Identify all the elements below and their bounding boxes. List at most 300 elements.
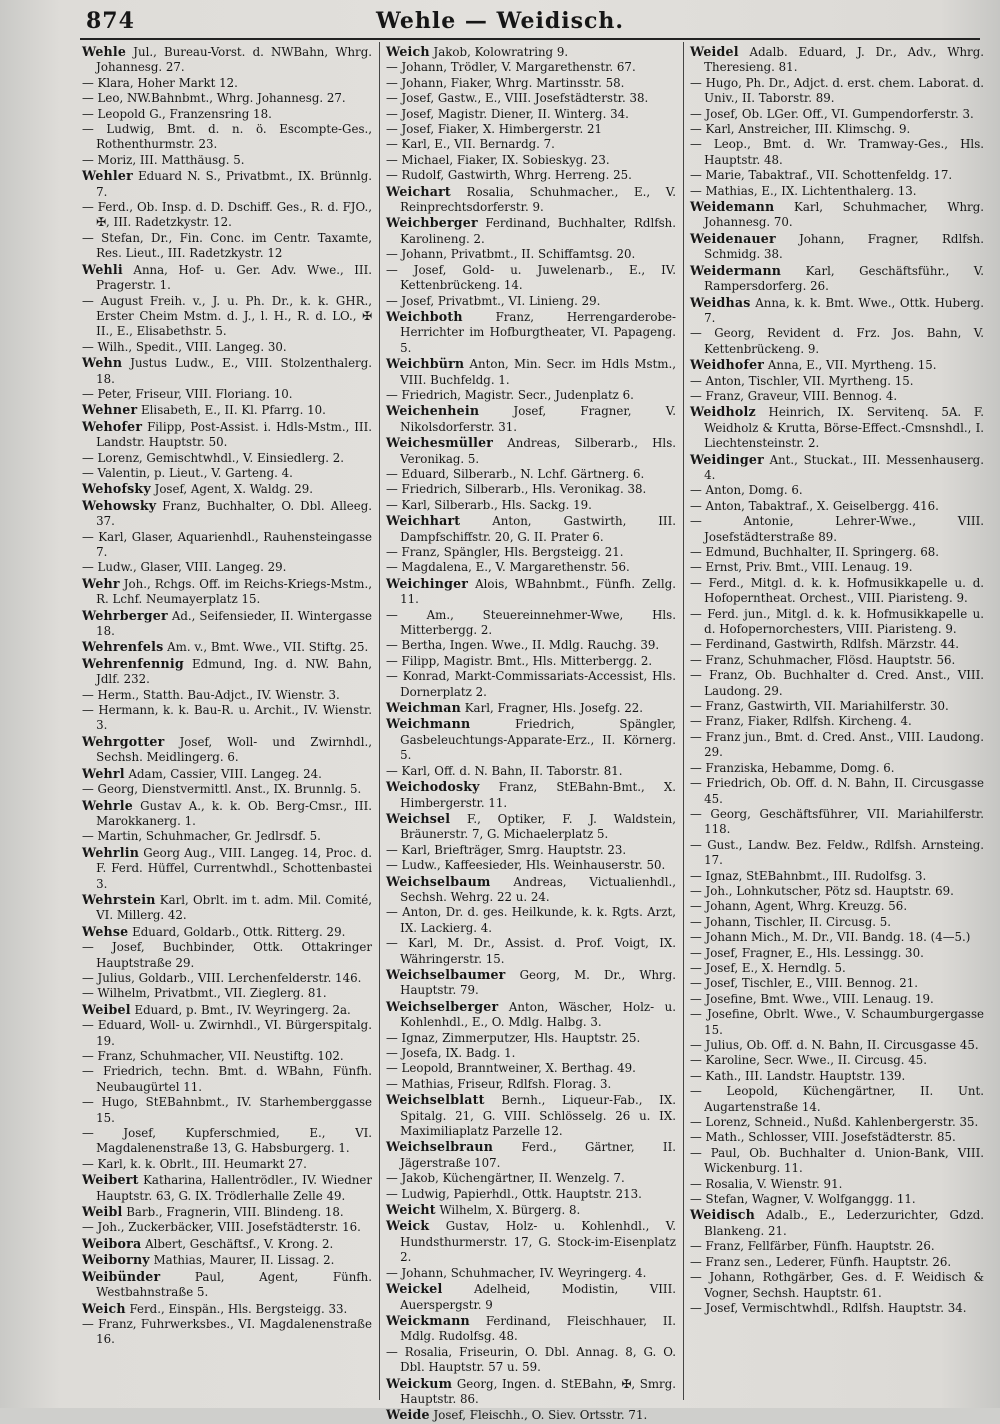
entry-text: — Marie, Tabaktraf., VII. Schottenfeldg. 17. (690, 168, 953, 183)
entry-surname: Weichboth (386, 308, 463, 324)
directory-entry (82, 1204, 372, 1220)
entry-surname: Weichberger (386, 215, 478, 231)
entry-text: Ferd., Gärtner, II. Jägerstraße 107. (400, 1140, 676, 1170)
entry-text: — Michael, Fiaker, IX. Sobieskyg. 23. (386, 152, 610, 167)
directory-entry (386, 247, 676, 262)
directory-entry (82, 940, 372, 971)
directory-entry (690, 930, 984, 945)
entry-surname: Wehler (82, 168, 133, 184)
entry-surname: Weibert (82, 1172, 139, 1188)
directory-entry (386, 1281, 676, 1313)
entry-text: — Johann, Fiaker, Whrg. Martinsstr. 58. (386, 75, 625, 90)
directory-entry (690, 499, 984, 514)
directory-entry (386, 1218, 676, 1265)
directory-entry (82, 798, 372, 830)
entry-text: — Friedrich, Magistr. Secr., Judenplatz 6. (386, 387, 634, 402)
entry-surname: Weibl (82, 1204, 123, 1220)
entry-surname: Wehrle (82, 797, 133, 813)
entry-surname: Wehr (82, 575, 120, 591)
directory-entry (690, 389, 984, 404)
directory-entry (386, 1266, 676, 1281)
entry-text: Ferd., Einspän., Hls. Bergsteigg. 33. (125, 1301, 348, 1316)
entry-text: — Ludw., Kaffeesieder, Hls. Weinhauserstr. 50. (386, 858, 666, 873)
entry-text: Eduard, Goldarb., Ottk. Ritterg. 29. (128, 924, 346, 939)
entry-text: Barb., Fragnerin, VIII. Blindeng. 18. (122, 1205, 344, 1220)
entry-surname: Weichselbaum (386, 873, 491, 889)
directory-entry (386, 1313, 676, 1345)
entry-text: Karl, Geschäftsführ., V. Rampersdorferg. 26. (704, 263, 984, 294)
entry-surname: Wehrgotter (82, 733, 165, 749)
directory-entry (82, 560, 372, 575)
directory-entry (386, 905, 676, 936)
directory-entry (82, 639, 372, 655)
entry-text: — Ludwig, Bmt. d. n. ö. Escompte-Ges., Rothenthurmstr. 23. (82, 122, 372, 152)
directory-entry (82, 576, 372, 608)
directory-entry (82, 924, 372, 940)
entry-text: — Johann, Trödler, V. Margarethenstr. 67. (386, 60, 636, 75)
entry-text: Joh., Rchgs. Off. im Reichs-Kriegs-Mstm., R. Lchf. Neumayerplatz 15. (96, 576, 372, 607)
directory-entry (386, 513, 676, 545)
entry-surname: Weidhofer (690, 357, 765, 373)
entry-text: — Josef, Buchbinder, Ottk. Ottakringer Hauptstraße 29. (82, 940, 372, 970)
directory-entry (690, 915, 984, 930)
entry-surname: Weichselbaumer (386, 966, 506, 982)
directory-entry (690, 838, 984, 869)
directory-entry (386, 811, 676, 843)
directory-entry (82, 419, 372, 451)
entry-text: Gustav A., k. k. Ob. Berg-Cmsr., III. Marokkanerg. 1. (96, 798, 372, 828)
entry-surname: Wehrstein (82, 891, 156, 907)
entry-text: — Klara, Hoher Markt 12. (82, 75, 238, 90)
directory-entry (82, 986, 372, 1001)
directory-entry (386, 294, 676, 309)
entry-surname: Weibora (82, 1235, 142, 1251)
entry-text: — Johann, Schuhmacher, IV. Weyringerg. 4. (386, 1265, 647, 1280)
entry-text: — Gust., Landw. Bez. Feldw., Rdlfsh. Arnsteing. 17. (690, 837, 984, 868)
entry-surname: Weide (386, 1407, 430, 1423)
entry-text: Eduard, p. Bmt., IV. Weyringerg. 2a. (130, 1002, 351, 1017)
directory-entry (386, 638, 676, 653)
entry-text: — Stefan, Wagner, V. Wolfganggg. 11. (690, 1192, 916, 1207)
entry-text: Andreas, Silberarb., Hls. Veronikag. 5. (400, 436, 676, 466)
directory-entry (386, 700, 676, 716)
directory-entry (690, 199, 984, 231)
directory-entry (386, 482, 676, 497)
directory-entry (386, 1345, 676, 1376)
entry-text: — Franz sen., Lederer, Fünfh. Hauptstr. 26. (690, 1254, 952, 1269)
entry-text: — Ferd., Mitgl. d. k. k. Hofmusikkapelle u. d. Hofoperntheat. Orchest., VIII. Piaristeng. 9. (690, 575, 984, 606)
entry-surname: Weich (82, 1300, 126, 1316)
directory-entry (690, 761, 984, 776)
entry-text: Anton, Wäscher, Holz- u. Kohlenhdl., E., O. Mdlg. Halbg. 3. (400, 999, 676, 1030)
entry-text: — Anton, Domg. 6. (690, 483, 803, 498)
directory-entry (82, 688, 372, 703)
directory-entry (690, 1115, 984, 1130)
directory-entry (82, 1269, 372, 1301)
entry-text: — Johann Mich., M. Dr., VII. Bandg. 18. (4—5.) (690, 930, 971, 945)
directory-entry (690, 1053, 984, 1068)
entry-text: — Josef, Magistr. Diener, II. Winterg. 34. (386, 106, 629, 121)
entry-text: — Georg, Revident d. Frz. Jos. Bahn, V. Kettenbrückeng. 9. (690, 326, 984, 356)
entry-text: Justus Ludw., E., VIII. Stolzenthalerg. 18. (96, 356, 372, 386)
directory-entry (82, 1064, 372, 1095)
entry-text: — Lorenz, Schneid., Nußd. Kahlenbergerstr. 35. (690, 1115, 979, 1130)
directory-entry (690, 1146, 984, 1177)
entry-text: — Franz, Fuhrwerksbes., VI. Magdalenenstraße 16. (82, 1316, 372, 1347)
directory-entry (690, 184, 984, 199)
directory-entry (690, 1007, 984, 1038)
entry-text: — Josefa, IX. Badg. 1. (386, 1046, 516, 1060)
entry-text: — Moriz, III. Matthäusg. 5. (82, 152, 245, 167)
entry-text: — Karl, Off. d. N. Bahn, II. Taborstr. 81. (386, 763, 623, 778)
directory-entry (82, 845, 372, 892)
entry-text: — Karoline, Secr. Wwe., II. Circusg. 45. (690, 1053, 928, 1068)
directory-entry (82, 76, 372, 91)
directory-entry (82, 44, 372, 76)
entry-surname: Wehrenfels (82, 639, 164, 655)
directory-entry (386, 137, 676, 152)
directory-entry (690, 295, 984, 327)
entry-text: Ant., Stuckat., III. Messenhauserg. 4. (704, 452, 984, 482)
entry-text: Karl, Schuhmacher, Whrg. Johannesg. 70. (704, 200, 984, 230)
entry-surname: Weichmann (386, 716, 471, 732)
entry-column-1 (82, 44, 372, 1396)
directory-entry (82, 971, 372, 986)
entry-surname: Wehse (82, 923, 129, 939)
entry-text: Johann, Fragner, Rdlfsh. Schmidg. 38. (704, 231, 984, 262)
entry-text: — Georg, Dienstvermittl. Anst., IX. Brunnlg. 5. (82, 782, 362, 797)
entry-text: — Hermann, k. k. Bau-R. u. Archit., IV. Wienstr. 3. (82, 703, 372, 733)
directory-entry (690, 946, 984, 961)
directory-entry (690, 1038, 984, 1053)
directory-entry (82, 1049, 372, 1064)
directory-entry (82, 1095, 372, 1126)
entry-surname: Weidholz (690, 404, 756, 420)
directory-entry (386, 843, 676, 858)
entry-surname: Weidhas (690, 294, 751, 310)
entry-text: — Leo, NW.Bahnbmt., Whrg. Johannesg. 27. (82, 91, 346, 106)
directory-entry (690, 514, 984, 545)
directory-entry (82, 231, 372, 262)
entry-text: — Josef, Kupferschmied, E., VI. Magdalenenstraße 13, G. Habsburgerg. 1. (82, 1126, 372, 1156)
entry-text: Karl, Obrlt. im t. adm. Mil. Comité, VI. Millerg. 42. (96, 892, 372, 923)
directory-entry (690, 884, 984, 899)
entry-text: Josef, Woll- und Zwirnhdl., Sechsh. Meidlingerg. 6. (96, 734, 372, 765)
directory-entry (82, 355, 372, 387)
directory-entry (386, 1202, 676, 1218)
directory-entry (82, 1126, 372, 1157)
entry-column-2 (386, 44, 676, 1423)
entry-text: Anna, Hof- u. Ger. Adv. Wwe., III. Pragerstr. 1. (96, 262, 372, 293)
entry-text: — Ferdinand, Gastwirth, Rdlfsh. Märzstr. 44. (690, 637, 960, 652)
entry-surname: Wehle (82, 44, 127, 59)
entry-surname: Wehrlin (82, 844, 140, 860)
entry-text: — Anton, Tabaktraf., X. Geiselbergg. 416. (690, 498, 939, 513)
entry-text: — Hugo, StEBahnbmt., IV. Starhemberggasse 15. (82, 1095, 372, 1125)
directory-entry (82, 1018, 372, 1049)
entry-text: F., Optiker, F. J. Waldstein, Bräunerstr. 7, G. Michaelerplatz 5. (400, 811, 676, 842)
entry-text: Anna, E., VII. Myrtheng. 15. (764, 358, 937, 373)
entry-text: Paul, Agent, Fünfh. Westbahnstraße 5. (96, 1269, 372, 1300)
directory-entry (82, 782, 372, 797)
directory-entry (386, 403, 676, 435)
entry-text: — Johann, Privatbmt., II. Schiffamtsg. 20. (386, 247, 636, 262)
directory-entry (82, 1220, 372, 1235)
directory-entry (690, 899, 984, 914)
entry-text: — Ferd., Ob. Insp. d. D. Dschiff. Ges., R. d. FJO., ✠, III. Radetzkystr. 12. (82, 200, 372, 230)
directory-entry (690, 653, 984, 668)
entry-surname: Wehofsky (82, 481, 151, 497)
entry-text: — Leopold, Küchengärtner, II. Unt. Augartenstraße 14. (690, 1084, 984, 1114)
directory-entry (690, 263, 984, 295)
entry-surname: Weickum (386, 1375, 453, 1391)
directory-entry (690, 637, 984, 652)
entry-surname: Weichselblatt (386, 1092, 485, 1108)
directory-entry (690, 1270, 984, 1301)
directory-entry (386, 608, 676, 639)
entry-text: — Rosalia, V. Wienstr. 91. (690, 1176, 843, 1191)
directory-entry (690, 107, 984, 122)
directory-entry (82, 1157, 372, 1172)
entry-text: Franz, StEBahn-Bmt., X. Himbergerstr. 11. (400, 780, 676, 810)
entry-text: — Karl, Glaser, Aquarienhdl., Rauhensteingasse 7. (82, 529, 372, 559)
entry-text: — Karl, M. Dr., Assist. d. Prof. Voigt, IX. Währingerstr. 15. (386, 936, 676, 966)
directory-entry (82, 200, 372, 231)
entry-text: Anna, k. k. Bmt. Wwe., Ottk. Huberg. 7. (704, 295, 984, 325)
directory-entry (82, 153, 372, 168)
entry-surname: Wehli (82, 261, 123, 277)
entry-surname: Weickel (386, 1281, 443, 1297)
entry-text: Eduard N. S., Privatbmt., IX. Brünnlg. 7. (96, 169, 372, 199)
entry-text: Jul., Bureau-Vorst. d. NWBahn, Whrg. Johannesg. 27. (96, 45, 372, 75)
entry-surname: Weick (386, 1218, 430, 1234)
entry-text: — Johann, Tischler, II. Circusg. 5. (690, 914, 892, 929)
entry-text: — Anton, Dr. d. ges. Heilkunde, k. k. Rgts. Arzt, IX. Lackierg. 4. (386, 905, 676, 935)
entry-text: Franz, Herrengarderobe-Herrichter im Hofburgtheater, VI. Papageng. 5. (400, 309, 676, 355)
directory-entry (690, 976, 984, 991)
entry-text: Ad., Seifensieder, II. Wintergasse 18. (96, 608, 372, 639)
entry-text: — Ignaz, StEBahnbmt., III. Rudolfsg. 3. (690, 868, 927, 883)
entry-text: — Am., Steuereinnehmer-Wwe, Hls. Mitterbergg. 2. (386, 607, 676, 638)
entry-text: — Konrad, Markt-Commissariats-Accessist, Hls. Dornerplatz 2. (386, 669, 676, 699)
entry-text: — Martin, Schuhmacher, Gr. Jedlrsdf. 5. (82, 829, 321, 844)
entry-text: — Franz, Schuhmacher, VII. Neustiftg. 102. (82, 1049, 344, 1063)
directory-entry (690, 44, 984, 76)
directory-entry (690, 699, 984, 714)
entry-text: — Leop., Bmt. d. Wr. Tramway-Ges., Hls. Hauptstr. 48. (690, 137, 984, 167)
entry-text: Adalb. Eduard, J. Dr., Adv., Whrg. Theresieng. 81. (704, 45, 984, 75)
directory-entry (82, 387, 372, 402)
entry-text: — Franz, Graveur, VIII. Bennog. 4. (690, 388, 898, 403)
directory-entry (82, 1172, 372, 1204)
page-number: 874 (86, 8, 135, 34)
directory-entry (386, 669, 676, 700)
entry-surname: Weichselbraun (386, 1139, 494, 1155)
entry-text: Rosalia, Schuhmacher., E., V. Reinprechtsdorferstr. 9. (400, 184, 676, 215)
directory-entry (690, 1084, 984, 1115)
entry-surname: Weich (386, 44, 430, 59)
directory-entry (386, 388, 676, 403)
entry-text: — Mathias, Friseur, Rdlfsh. Florag. 3. (386, 1076, 612, 1091)
directory-entry (386, 1407, 676, 1423)
entry-surname: Weickmann (386, 1312, 470, 1328)
entry-text: — Leopold G., Franzensring 18. (82, 106, 272, 121)
header-rule (80, 38, 980, 40)
entry-text: — Hugo, Ph. Dr., Adjct. d. erst. chem. Laborat. d. Univ., II. Taborstr. 89. (690, 75, 984, 106)
entry-surname: Weiborny (82, 1252, 150, 1268)
entry-text: — Josefine, Obrlt. Wwe., V. Schaumburgergasse 15. (690, 1007, 984, 1037)
entry-surname: Wehrberger (82, 607, 168, 623)
entry-surname: Weichodosky (386, 779, 480, 795)
entry-surname: Weidenauer (690, 230, 776, 246)
entry-surname: Weidermann (690, 262, 782, 278)
entry-text: — Wilh., Spedit., VIII. Langeg. 30. (82, 339, 287, 354)
column-divider (379, 42, 380, 1400)
entry-text: — Friedrich, techn. Bmt. d. WBahn, Fünfh. Neubaugürtel 11. (82, 1064, 372, 1094)
entry-text: — Friedrich, Ob. Off. d. N. Bahn, II. Circusgasse 45. (690, 776, 984, 806)
directory-entry (690, 1069, 984, 1084)
entry-text: — Georg, Geschäftsführer, VII. Mariahilferstr. 118. (690, 806, 984, 837)
directory-entry (386, 654, 676, 669)
directory-entry (386, 1139, 676, 1171)
entry-surname: Wehn (82, 355, 123, 371)
entry-text: — Karl, E., VII. Bernardg. 7. (386, 137, 555, 152)
directory-entry (690, 404, 984, 451)
directory-entry (386, 435, 676, 467)
entry-text: Georg Aug., VIII. Langeg. 14, Proc. d. F. Ferd. Hüffel, Currentwhdl., Schottenbastei 3. (96, 845, 372, 891)
directory-entry (690, 168, 984, 183)
directory-entry (386, 1171, 676, 1186)
directory-entry (386, 76, 676, 91)
entry-text: — Math., Schlosser, VIII. Josefstädterstr. 85. (690, 1130, 956, 1145)
directory-entry (82, 766, 372, 782)
entry-text: — Josef, Gastw., E., VIII. Josefstädterstr. 38. (386, 91, 649, 106)
entry-text: Franz, Buchhalter, O. Dbl. Alleeg. 37. (96, 498, 372, 529)
entry-text: — Ernst, Priv. Bmt., VIII. Lenaug. 19. (690, 560, 913, 575)
entry-text: Heinrich, IX. Servitenq. 5A. F. Weidholz & Krutta, Börse-Effect.-Cmsnshdl., I. Liechtensteinstr. 2. (704, 405, 984, 451)
entry-text: — Karl, Anstreicher, III. Klimschg. 9. (690, 122, 911, 137)
entry-text: — Edmund, Buchhalter, II. Springerg. 68. (690, 545, 940, 559)
directory-entry (82, 1236, 372, 1252)
directory-entry (82, 262, 372, 294)
directory-entry (386, 498, 676, 513)
directory-entry (82, 530, 372, 561)
entry-text: — Anton, Tischler, VII. Myrtheng. 15. (690, 373, 914, 388)
entry-text: — Josef, Fragner, E., Hls. Lessingg. 30. (690, 945, 924, 960)
directory-entry (82, 498, 372, 530)
directory-entry (690, 326, 984, 357)
directory-entry (690, 730, 984, 761)
entry-text: — Josef, Vermischtwhdl., Rdlfsh. Hauptstr. 34. (690, 1300, 967, 1315)
entry-text: — Karl, Briefträger, Smrg. Hauptstr. 23. (386, 842, 627, 857)
entry-text: Georg, M. Dr., Whrg. Hauptstr. 79. (400, 967, 676, 998)
entry-text: Gustav, Holz- u. Kohlenhdl., V. Hundsthurmerstr. 17, G. Stock-im-Eisenplatz 2. (400, 1219, 676, 1265)
entry-surname: Weichesmüller (386, 435, 494, 451)
entry-text: Josef, Fragner, V. Nikolsdorferstr. 31. (400, 404, 676, 434)
entry-text: Adalb., E., Lederzurichter, Gdzd. Blankeng. 21. (704, 1208, 984, 1238)
entry-text: — Josef, Privatbmt., VI. Linieng. 29. (386, 293, 601, 308)
directory-entry (386, 1046, 676, 1061)
entry-surname: Weidel (690, 44, 739, 59)
directory-entry (386, 764, 676, 779)
entry-text: — Josef, Tischler, E., VIII. Bennog. 21. (690, 976, 918, 991)
entry-text: — Johann, Agent, Whrg. Kreuzg. 56. (690, 899, 908, 914)
entry-text: — Jakob, Küchengärtner, II. Wenzelg. 7. (386, 1171, 625, 1186)
entry-surname: Weichinger (386, 575, 469, 591)
entry-text: — Rudolf, Gastwirth, Whrg. Herreng. 25. (386, 168, 632, 183)
directory-entry (690, 607, 984, 638)
entry-text: Filipp, Post-Assist. i. Hdls-Mstm., III. Landstr. Hauptstr. 50. (96, 419, 372, 450)
directory-entry (82, 1002, 372, 1018)
directory-entry (82, 656, 372, 688)
entry-text: Josef, Agent, X. Waldg. 29. (150, 482, 313, 497)
entry-text: — August Freih. v., J. u. Ph. Dr., k. k. GHR., Erster Cheim Mstm. d. J., l. H., R. d. LO., ✠ II., E., Elisabethstr. 5. (82, 293, 372, 339)
entry-text: Bernh., Liqueur-Fab., IX. Spitalg. 21, G. VIII. Schlösselg. 26 u. IX. Maximiliaplatz Parzelle 12. (400, 1093, 676, 1139)
entry-text: — Magdalena, E., V. Margarethenstr. 56. (386, 560, 630, 575)
directory-entry (82, 1252, 372, 1268)
directory-entry (386, 263, 676, 294)
entry-text: — Josef, Gold- u. Juwelenarb., E., IV. Kettenbrückeng. 14. (386, 262, 676, 293)
entry-surname: Weichsel (386, 810, 451, 826)
directory-entry (690, 668, 984, 699)
directory-entry (690, 961, 984, 976)
directory-entry (690, 1255, 984, 1270)
entry-surname: Wehowsky (82, 497, 157, 513)
directory-entry (386, 168, 676, 183)
entry-text: — Lorenz, Gemischtwhdl., V. Einsiedlerg. 2. (82, 450, 345, 465)
directory-entry (82, 122, 372, 153)
entry-text: Ferdinand, Buchhalter, Rdlfsh. Karolineng. 2. (400, 216, 676, 246)
entry-text: — Paul, Ob. Buchhalter d. Union-Bank, VIII. Wickenburg. 11. (690, 1145, 984, 1176)
directory-entry (690, 560, 984, 575)
entry-text: — Karl, Silberarb., Hls. Sackg. 19. (386, 497, 592, 512)
directory-entry (82, 466, 372, 481)
directory-entry (690, 483, 984, 498)
directory-entry (82, 1301, 372, 1317)
directory-entry (690, 1177, 984, 1192)
directory-entry (82, 829, 372, 844)
entry-text: — Joh., Lohnkutscher, Pötz sd. Hauptstr. 69. (690, 883, 954, 898)
entry-text: Friedrich, Spängler, Gasbeleuchtungs-Apparate-Erz., II. Körnerg. 5. (400, 717, 676, 763)
entry-text: — Bertha, Ingen. Wwe., II. Mdlg. Rauchg. 39. (386, 638, 660, 653)
entry-surname: Wehofer (82, 418, 143, 434)
directory-entry (690, 807, 984, 838)
entry-surname: Weichenhein (386, 403, 480, 419)
directory-entry (386, 467, 676, 482)
directory-entry (386, 967, 676, 999)
entry-text: Wilhelm, X. Bürgerg. 8. (435, 1203, 581, 1218)
entry-text: — Franz, Schuhmacher, Flösd. Hauptstr. 56. (690, 652, 956, 667)
directory-entry (82, 1317, 372, 1348)
directory-entry (690, 1130, 984, 1145)
entry-surname: Weichselberger (386, 998, 499, 1014)
directory-entry (82, 168, 372, 200)
entry-text: — Friedrich, Silberarb., Hls. Veronikag. 38. (386, 482, 647, 497)
entry-text: — Franz, Spängler, Hls. Bergsteigg. 21. (386, 545, 624, 559)
entry-text: Jakob, Kolowratring 9. (429, 45, 569, 59)
directory-entry (82, 294, 372, 340)
directory-entry (82, 892, 372, 924)
directory-entry (690, 714, 984, 729)
entry-text: Albert, Geschäftsf., V. Krong. 2. (141, 1236, 334, 1251)
entry-text: — Stefan, Dr., Fin. Conc. im Centr. Taxamte, Res. Lieut., III. Radetzkystr. 12 (82, 230, 372, 261)
directory-entry (690, 992, 984, 1007)
directory-entry (690, 1207, 984, 1239)
directory-entry (82, 91, 372, 106)
directory-entry (386, 309, 676, 356)
directory-entry (82, 451, 372, 466)
entry-text: — Kath., III. Landstr. Hauptstr. 139. (690, 1068, 906, 1083)
